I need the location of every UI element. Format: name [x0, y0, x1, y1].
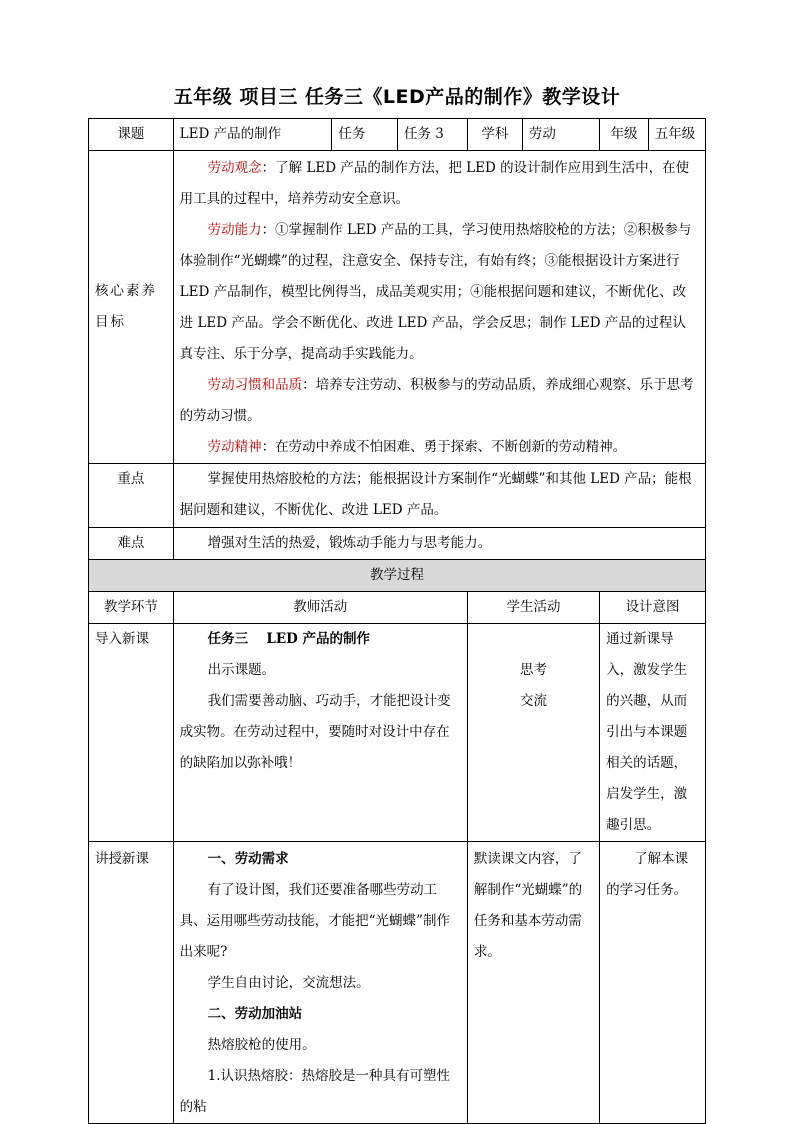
grade-value: 五年级	[648, 119, 705, 151]
intro-p1: 出示课题。	[207, 662, 276, 678]
lecture-row	[89, 842, 706, 1124]
core-para-3	[180, 370, 699, 432]
intro-student	[467, 624, 599, 842]
intro-task-title: 任务三 LED 产品的制作	[207, 631, 371, 647]
process-columns-row	[89, 592, 706, 624]
lecture-p1: 有了设计图，我们还要准备哪些劳动工具、运用哪些劳动技能，才能把“光蝴蝶”制作出来呢?	[179, 882, 450, 960]
task-value: 任务 3	[398, 119, 468, 151]
task-label: 任务	[332, 119, 398, 151]
process-header-row	[89, 560, 706, 592]
key-point-row	[89, 464, 706, 528]
intro-row	[89, 624, 706, 842]
col-stage: 教学环节	[89, 592, 174, 624]
core-literacy-row	[89, 151, 706, 464]
intro-student-1: 思考	[519, 662, 547, 678]
difficulty-row	[89, 528, 706, 560]
course-label: 课题	[89, 119, 174, 151]
core-para-1	[180, 153, 699, 215]
intro-teacher	[173, 624, 467, 842]
lecture-p3: 热熔胶枪的使用。	[207, 1037, 316, 1053]
core-p3-text: ：培养专注劳动、积极参与的劳动品质，养成细心观察、乐于思考的劳动习惯。	[179, 377, 694, 424]
lecture-p2: 学生自由讨论，交流想法。	[207, 975, 370, 991]
col-teacher: 教师活动	[173, 592, 467, 624]
lecture-h1: 一、劳动需求	[207, 851, 289, 867]
core-p1-head: 劳动观念	[207, 160, 262, 176]
lecture-h2: 二、劳动加油站	[207, 1006, 303, 1022]
core-p4-head: 劳动精神	[207, 439, 262, 455]
difficulty-text: 增强对生活的热爱，锻炼动手能力与思考能力。	[173, 528, 705, 560]
lecture-design: 了解本课的学习任务。	[600, 842, 706, 1124]
lecture-stage: 讲授新课	[89, 842, 174, 1124]
core-para-4	[180, 432, 699, 463]
col-student: 学生活动	[467, 592, 599, 624]
subject-value: 劳动	[522, 119, 599, 151]
core-literacy-content	[173, 151, 705, 464]
core-p2-text: ：①掌握制作 LED 产品的工具，学习使用热熔胶枪的方法；②积极参与体验制作“光蝴蝶”的过程，注意安全、保持专注，有始有终；③能根据设计方案进行 LED 产品制作，模型比例得当，成品美观实用；④能根据问题和建议，不断优化、改进 LED 产品。学会不断优化、改进 LED 产品，学会反思；制作 LED 产品的过程认真专注、乐于分享，提高动手实践能力。	[179, 222, 692, 362]
key-point-text: 掌握使用热熔胶枪的方法；能根据设计方案制作“光蝴蝶”和其他 LED 产品；能根据问题和建议，不断优化、改进 LED 产品。	[173, 464, 705, 528]
process-header: 教学过程	[89, 560, 706, 592]
intro-student-2: 交流	[519, 693, 547, 709]
key-point-label: 重点	[89, 464, 174, 528]
difficulty-label: 难点	[89, 528, 174, 560]
core-literacy-label: 核心素养目标	[89, 151, 174, 464]
lecture-p4: 1.认识热熔胶：热熔胶是一种具有可塑性的粘	[179, 1068, 451, 1115]
lecture-student: 默读课文内容，了解制作“光蝴蝶”的任务和基本劳动需求。	[467, 842, 599, 1124]
core-p2-head: 劳动能力	[207, 222, 262, 238]
grade-label: 年级	[600, 119, 649, 151]
lesson-plan-table	[88, 118, 706, 1124]
subject-label: 学科	[467, 119, 522, 151]
col-design: 设计意图	[600, 592, 706, 624]
course-value: LED 产品的制作	[173, 119, 332, 151]
document-title: 五年级 项目三 任务三《LED产品的制作》教学设计	[173, 86, 621, 108]
intro-stage: 导入新课	[89, 624, 174, 842]
core-p4-text: ：在劳动中养成不怕困难、勇于探索、不断创新的劳动精神。	[261, 439, 627, 455]
lecture-teacher	[173, 842, 467, 1124]
core-p1-text: ：了解 LED 产品的制作方法，把 LED 的设计制作应用到生活中，在使用工具的过程中，培养劳动安全意识。	[179, 160, 690, 207]
intro-p2: 我们需要善动脑、巧动手，才能把设计变成实物。在劳动过程中，要随时对设计中存在的缺陷加以弥补哦！	[179, 693, 451, 771]
core-para-2	[180, 215, 699, 370]
info-row	[89, 119, 706, 151]
intro-design: 通过新课导入，激发学生的兴趣，从而引出与本课题相关的话题，启发学生，激趣引思。	[600, 624, 706, 842]
core-p3-head: 劳动习惯和品质	[207, 377, 303, 393]
